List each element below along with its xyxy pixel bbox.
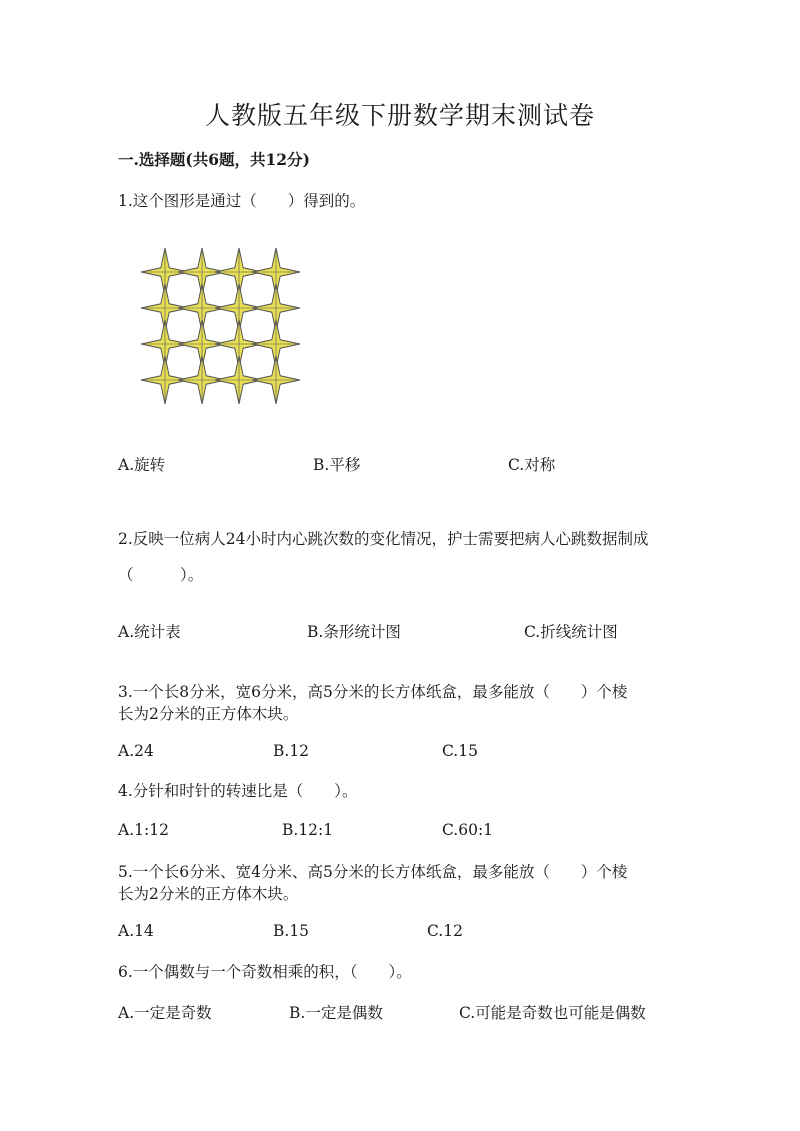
question-2-option-c: C.折线统计图 [524, 623, 618, 641]
question-4-stem: 4.分针和时针的转速比是（ ）。 [118, 782, 358, 800]
question-4-option-b: B.12:1 [282, 821, 334, 839]
question-6-option-a: A.一定是奇数 [118, 1004, 212, 1022]
question-2-stem-line2: （ ）。 [118, 566, 204, 584]
question-3-option-c: C.15 [442, 742, 478, 760]
star-tile-pattern-icon [140, 248, 302, 404]
question-2-option-a: A.统计表 [118, 623, 181, 641]
page-title: 人教版五年级下册数学期末测试卷 [204, 101, 595, 130]
question-1-stem: 1.这个图形是通过（ ）得到的。 [118, 192, 366, 210]
question-2-option-b: B.条形统计图 [307, 623, 401, 641]
question-3-stem-line2: 长为2分米的正方体木块。 [118, 705, 299, 723]
question-1-option-c: C.对称 [508, 456, 556, 474]
question-6-option-c: C.可能是奇数也可能是偶数 [459, 1004, 646, 1022]
question-3-stem-line1: 3.一个长8分米，宽6分米，高5分米的长方体纸盒，最多能放（ ）个棱 [118, 683, 628, 701]
question-5-option-c: C.12 [427, 922, 463, 940]
question-4-option-c: C.60:1 [442, 821, 494, 839]
question-5-stem-line2: 长为2分米的正方体木块。 [118, 885, 299, 903]
question-1-option-a: A.旋转 [118, 456, 166, 474]
question-5-stem-line1: 5.一个长6分米、宽4分米、高5分米的长方体纸盒，最多能放（ ）个棱 [118, 863, 628, 881]
question-5-option-b: B.15 [273, 922, 310, 940]
question-1-option-b: B.平移 [313, 456, 361, 474]
question-4-option-a: A.1:12 [118, 821, 169, 839]
question-5-option-a: A.14 [118, 922, 154, 940]
question-6-stem: 6.一个偶数与一个奇数相乘的积，（ ）。 [118, 963, 412, 981]
question-2-stem-line1: 2.反映一位病人24小时内心跳次数的变化情况，护士需要把病人心跳数据制成 [118, 530, 649, 548]
section-heading: 一.选择题(共6题，共12分) [118, 150, 310, 169]
question-3-option-a: A.24 [118, 742, 154, 760]
question-3-option-b: B.12 [273, 742, 310, 760]
question-6-option-b: B.一定是偶数 [289, 1004, 383, 1022]
